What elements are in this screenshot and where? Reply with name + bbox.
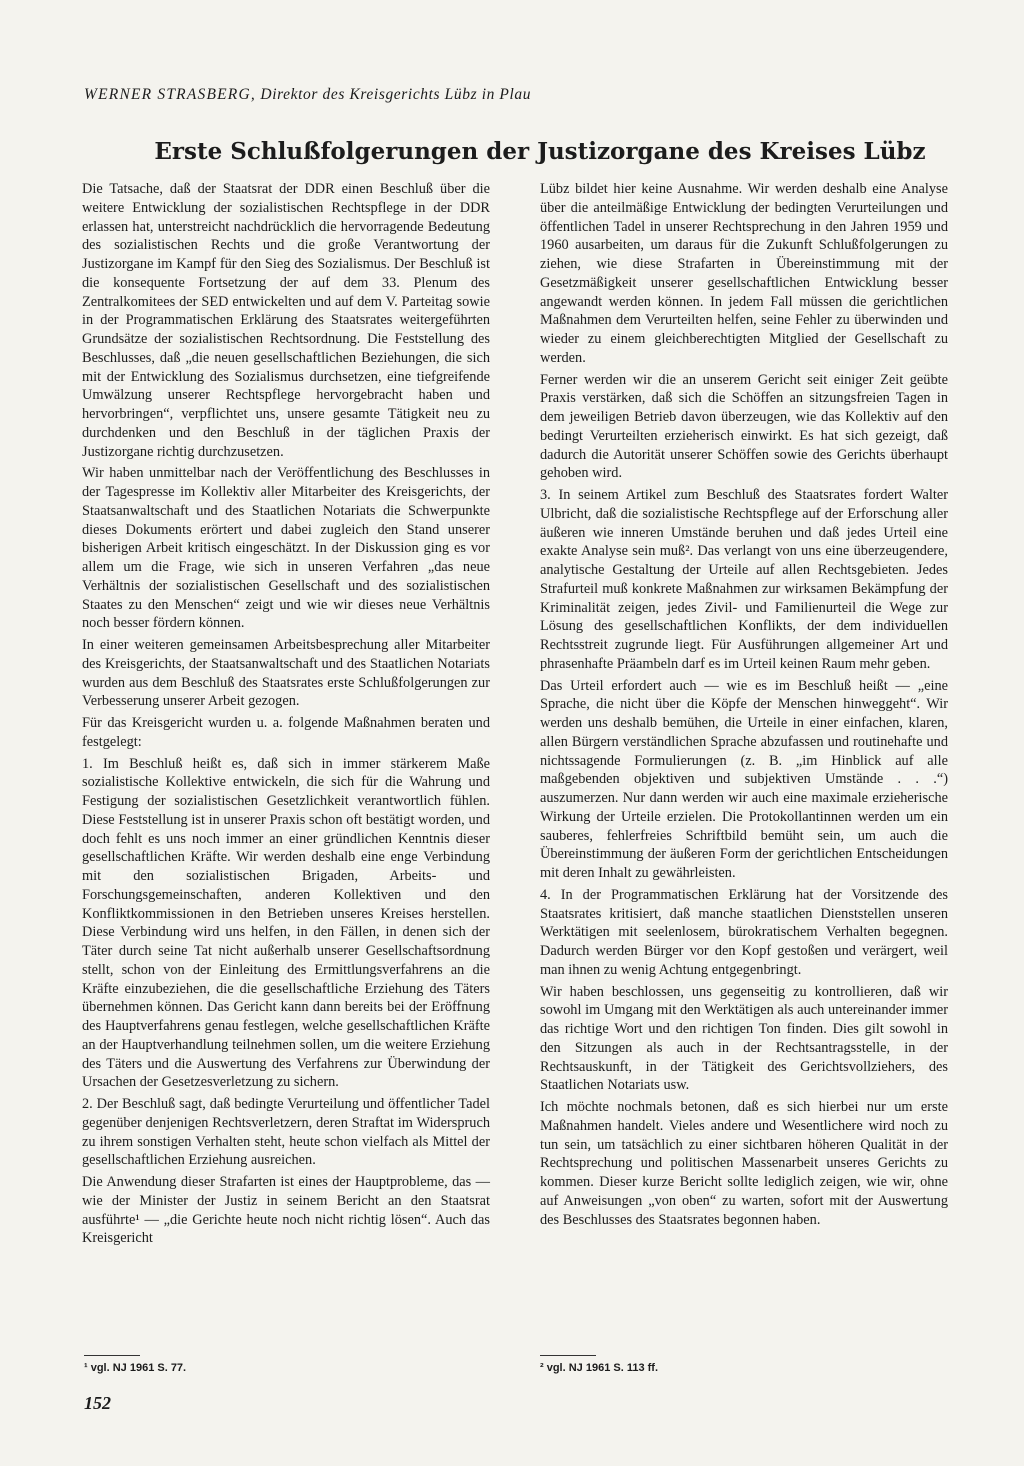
paragraph: Für das Kreisgericht wurden u. a. folgende Maßnahmen beraten und festgelegt: — [82, 715, 490, 750]
footnote-right: ² vgl. NJ 1961 S. 113 ff. — [540, 1362, 659, 1374]
footnote-rule-left — [84, 1355, 140, 1356]
footnote-rule-right — [540, 1355, 596, 1356]
paragraph: Das Urteil erfordert auch — wie es im Beschluß heißt — „eine Sprache, die nicht über die Köpfe der Menschen hinweggeht“. Wir werden uns deshalb bemühen, die Urteile in einer einfachen, klaren, allen Bürgern verständlichen Sprache abzufassen und routinehafte und nichtssagende Formulierungen (z. B. „im Hinblick auf alle maßgebenden objektiven und subjektiven Umstände . . .“) auszumerzen. Nur dann werden wir auch eine maximale erzieherische Wirkung der Urteile erzielen. Die Protokollantinnen werden um ein sauberes, fehlerfreies Schriftbild bemüht sein, um auch die Übereinstimmung der äußeren Form der gerichtlichen Entscheidungen mit deren Inhalt zu gewährleisten. — [540, 677, 948, 881]
paragraph: Die Anwendung dieser Strafarten ist eines der Hauptprobleme, das — wie der Minister der Justiz in seinem Bericht an den Staatsrat ausführte¹ — „die Gerichte heute noch nicht richtig lösen“. Auch das Kreisgericht — [82, 1174, 490, 1247]
author-name: WERNER STRASBERG, — [84, 86, 256, 103]
paragraph: 1. Im Beschluß heißt es, daß sich in immer stärkerem Maße sozialistische Kollektive entwickeln, die sich für die Wahrung und Festigung der sozialistischen Gesetzlichkeit verantwortlich fühlen. Diese Feststellung ist in unserer Praxis schon oft bestätigt worden, und doch fehlt es uns noch immer an einer gründlichen Kenntnis dieser gesellschaftlichen Kräfte. Wir werden deshalb eine enge Verbindung mit den sozialistischen Brigaden, Arbeits- und Forschungsgemeinschaften, anderen Kollektiven und den Konfliktkommissionen in den Betrieben unseres Kreises herstellen. Diese Verbindung wird uns helfen, in den Fällen, in denen sich der Täter durch seine Tat nicht außerhalb unserer Gesellschaftsordnung stellt, schon von der Einleitung des Ermittlungsverfahrens an die Kräfte einzubeziehen, die die gesellschaftliche Erziehung des Täters übernehmen können. Das Gericht kann dann bereits bei der Eröffnung des Hauptverfahrens genau festlegen, welche gesellschaftlichen Kräfte an der Hauptverhandlung teilnehmen sollen, um die weitere Erziehung des Täters und die Auswertung des Verfahrens zur Überwindung der Ursachen der Gesetzesverletzung zu sichern. — [82, 755, 490, 1091]
paragraph: Ferner werden wir die an unserem Gericht seit einiger Zeit geübte Praxis verstärken, daß sich die Schöffen an sitzungsfreien Tagen in dem jeweiligen Betrieb davon überzeugen, wie das Kollektiv auf den bedingt Verurteilten erzieherisch einwirkt. Es hat sich gezeigt, daß dadurch die Autorität unserer Schöffen sowie des Gerichts überhaupt gehoben wird. — [540, 371, 948, 482]
paragraph: Die Tatsache, daß der Staatsrat der DDR einen Beschluß über die weitere Entwicklung der sozialistischen Rechtspflege in der DDR erlassen hat, unterstreicht nachdrücklich die hervorragende Bedeutung des sozialistischen Rechts und die große Verantwortung der Justizorgane im Kampf für den Sieg des Sozialismus. Der Beschluß ist die konsequente Fortsetzung der auf dem 33. Plenum des Zentralkomitees der SED entwickelten und auf dem V. Parteitag sowie in der Programmatischen Erklärung des Staatsrates weitergeführten Grundsätze der sozialistischen Rechtsordnung. Die Feststellung des Beschlusses, daß „die neuen gesellschaftlichen Beziehungen, die sich mit der Entwicklung des Sozialismus durchsetzen, eine tiefgreifende Umwälzung unserer Rechtspflege hervorgebracht haben und hervorbringen“, verpflichtet uns, unsere gesamte Tätigkeit neu zu durchdenken und den Beschluß in der täglichen Praxis der Justizorgane richtig durchzusetzen. — [82, 181, 490, 460]
paragraph: Lübz bildet hier keine Ausnahme. Wir werden deshalb eine Analyse über die anteilmäßige Entwicklung der bedingten Verurteilungen und öffentlichen Tadel in unserer Rechtsprechung in den Jahren 1959 und 1960 ausarbeiten, um daraus für die Zukunft Schlußfolgerungen zu ziehen, wie diese Strafarten in Übereinstimmung mit der Gesetzmäßigkeit unserer gesellschaftlichen Entwicklung besser angewandt werden können. In jedem Fall müssen die gerichtlichen Maßnahmen dem Verurteilten helfen, seine Fehler zu überwinden und wieder zu einem gleichberechtigten Mitglied der Gesellschaft zu werden. — [540, 181, 948, 366]
paragraph: 4. In der Programmatischen Erklärung hat der Vorsitzende des Staatsrates kritisiert, daß manche staatlichen Dienststellen unseren Werktätigen mit seelenlosem, bürokratischem Verhalten begegnen. Dadurch werden Bürger vor den Kopf gestoßen und verärgert, weil man ihnen zu wenig Achtung entgegenbringt. — [540, 886, 948, 978]
byline — [84, 86, 944, 104]
page-number: 152 — [84, 1393, 111, 1413]
left-column — [82, 180, 490, 1251]
paragraph: 2. Der Beschluß sagt, daß bedingte Verurteilung und öffentlicher Tadel gegenüber denjenigen Rechtsverletzern, deren Straftat im Widerspruch zu ihrem sonstigen Verhalten steht, heute schon vielfach als Mittel der gesellschaftlichen Erziehung ausreichen. — [82, 1096, 490, 1169]
paragraph: Wir haben unmittelbar nach der Veröffentlichung des Beschlusses in der Tagespresse im Kollektiv aller Mitarbeiter des Kreisgerichts, der Staatsanwaltschaft und des Staatlichen Notariats die Schwerpunkte dieses Dokuments erörtert und dabei zugleich den Stand unserer bisherigen Arbeit kritisch eingeschätzt. In der Diskussion ging es vor allem um die Frage, wie sich in unseren Verfahren „das neue Verhältnis der sozialistischen Gesellschaft und des sozialistischen Staates zu den Menschen“ zeigt und wie wir dieses neue Verhältnis noch besser fördern können. — [82, 465, 490, 632]
paragraph: Ich möchte nochmals betonen, daß es sich hierbei nur um erste Maßnahmen handelt. Vieles andere und Wesentlichere wird noch zu tun sein, um tatsächlich zu einer sichtbaren höheren Qualität in der Rechtsprechung und politischen Massenarbeit unseres Gerichts zu kommen. Dieser kurze Bericht sollte lediglich zeigen, wie wir, ohne auf Anweisungen „von oben“ zu warten, sofort mit der Auswertung des Beschlusses des Staatsrates begonnen haben. — [540, 1099, 948, 1228]
author-role: Direktor des Kreisgerichts Lübz in Plau — [260, 86, 532, 103]
paragraph: In einer weiteren gemeinsamen Arbeitsbesprechung aller Mitarbeiter des Kreisgerichts, der Staatsanwaltschaft und des Staatlichen Notariats wurden aus dem Beschluß des Staatsrates erste Schlußfolgerungen zur Verbesserung unserer Arbeit gezogen. — [82, 637, 490, 710]
right-column — [540, 180, 948, 1232]
footnote-left: ¹ vgl. NJ 1961 S. 77. — [84, 1362, 187, 1374]
paragraph: Wir haben beschlossen, uns gegenseitig zu kontrollieren, daß wir sowohl im Umgang mit den Werktätigen als auch untereinander immer das richtige Wort und den richtigen Ton finden. Dies gilt sowohl in den Sitzungen als auch in der Rechtsantragsstelle, in der Rechtsauskunft, in der Tätigkeit des Gerichtsvollziehers, des Staatlichen Notariats usw. — [540, 983, 948, 1094]
article-title: Erste Schlußfolgerungen der Justizorgane des Kreises Lübz — [154, 138, 926, 165]
paragraph: 3. In seinem Artikel zum Beschluß des Staatsrates fordert Walter Ulbricht, daß die sozialistische Rechtspflege auf der Erforschung aller äußeren wie inneren Umstände beruhen und daß jedes Urteil eine exakte Analyse sein muß². Das verlangt von uns eine überzeugendere, analytische Gestaltung der Urteile auf allen Rechtsgebieten. Jedes Strafurteil muß konkrete Maßnahmen zur wirksamen Bekämpfung der Kriminalität zeigen, jedes Zivil- und Familienurteil die Wege zur Lösung des gesellschaftlichen Konflikts, der dem individuellen Rechtsstreit zugrunde liegt. Für Ausführungen allgemeiner Art und phrasenhafte Präambeln darf es im Urteil keinen Raum mehr geben. — [540, 487, 948, 672]
